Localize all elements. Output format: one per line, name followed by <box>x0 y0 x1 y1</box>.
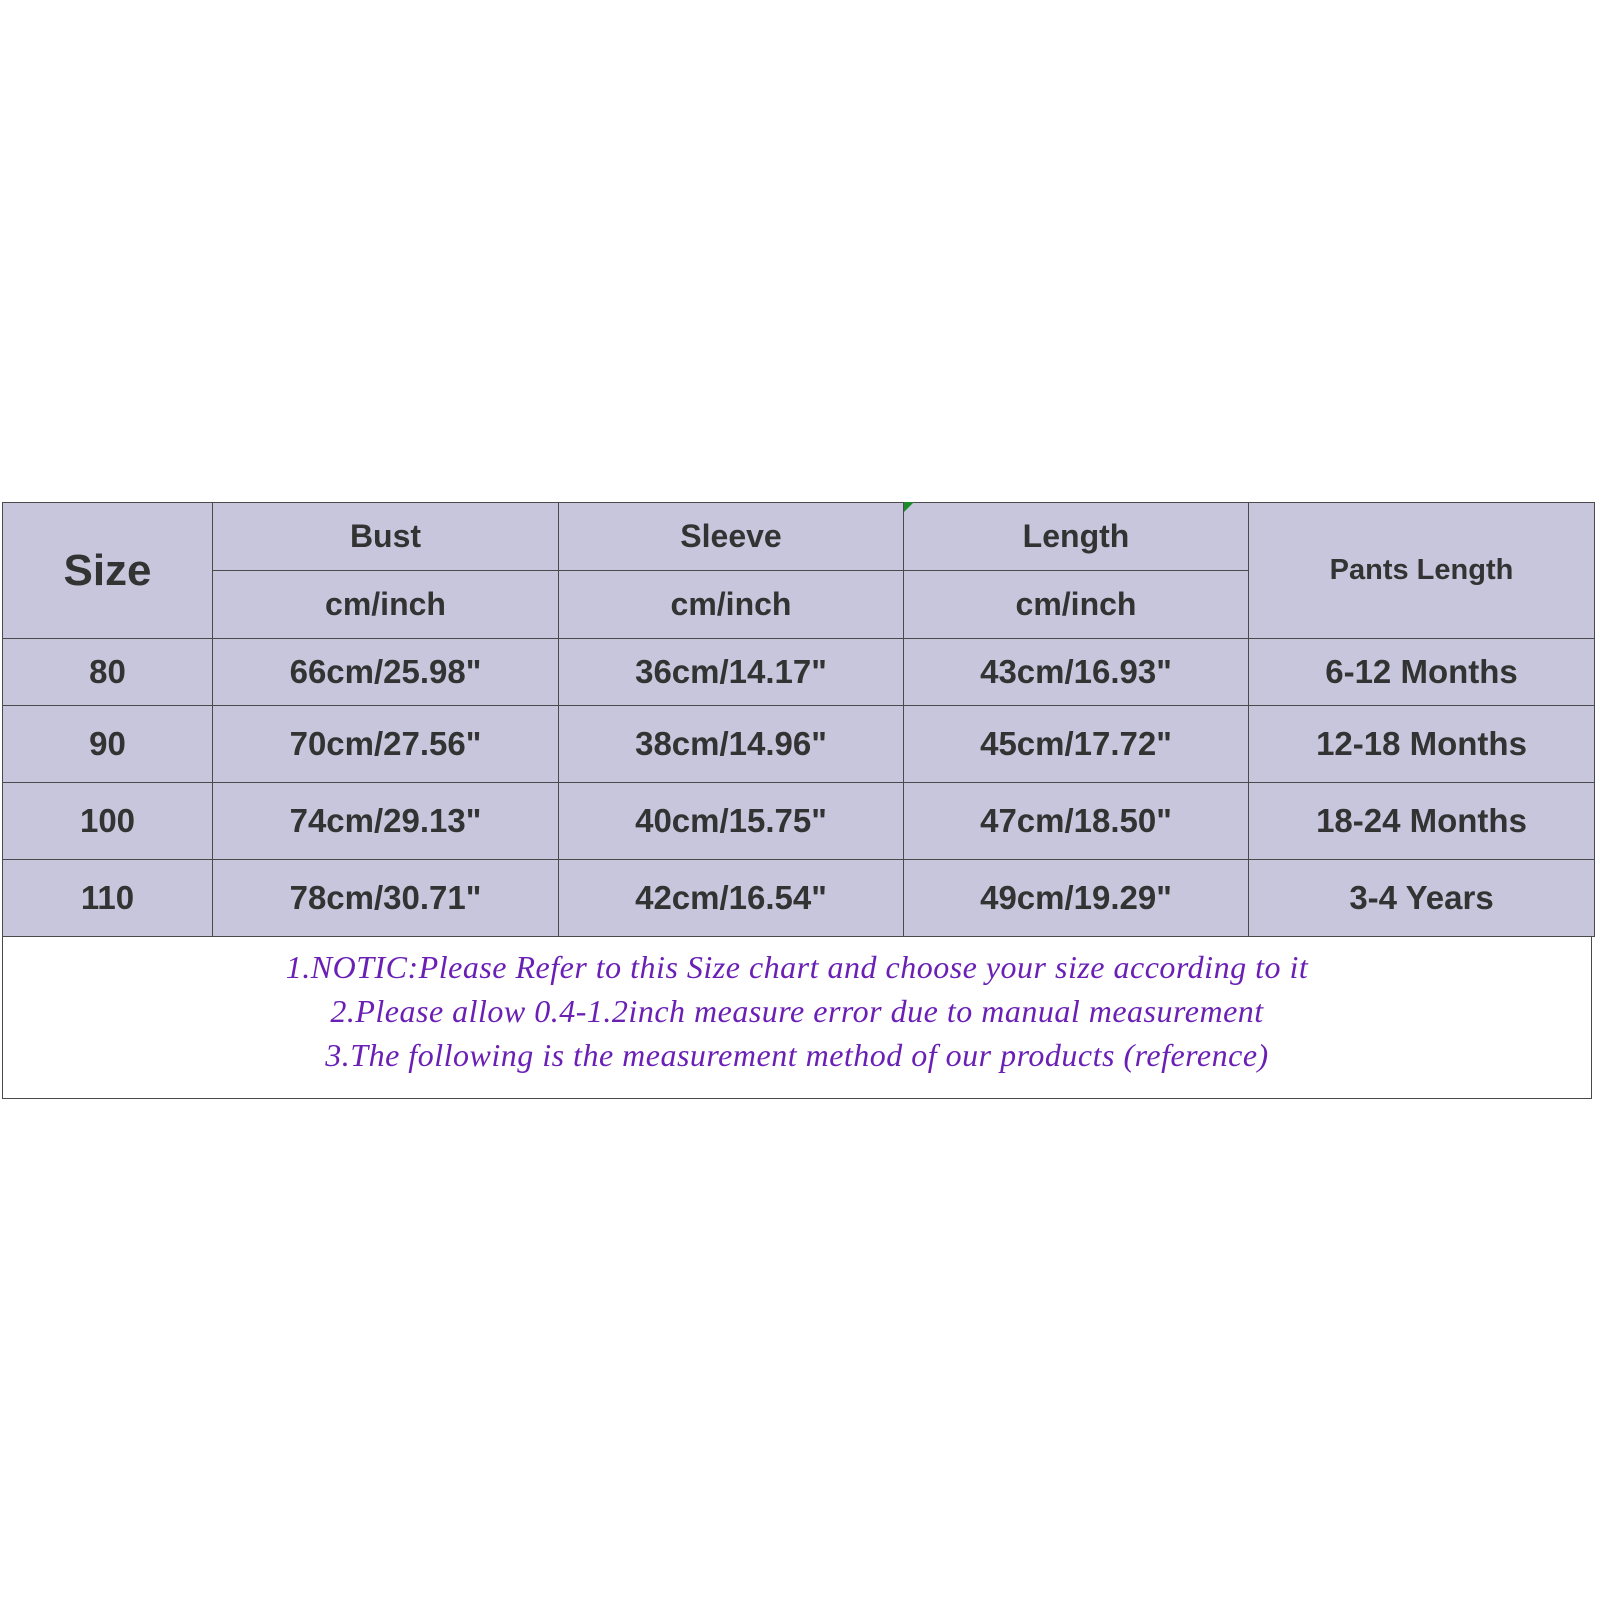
size-table <box>2 502 1595 937</box>
bust-header: Bust <box>213 503 559 571</box>
pants-cell: 3-4 Years <box>1249 860 1595 937</box>
sleeve-cell: 40cm/15.75" <box>559 783 904 860</box>
pants-cell: 6-12 Months <box>1249 639 1595 706</box>
length-cell: 47cm/18.50" <box>904 783 1249 860</box>
note-line: 3.The following is the measurement method of our products (reference) <box>325 1037 1269 1073</box>
pants-cell: 12-18 Months <box>1249 706 1595 783</box>
length-cell: 49cm/19.29" <box>904 860 1249 937</box>
size-cell: 80 <box>3 639 213 706</box>
bust-unit: cm/inch <box>213 571 559 639</box>
length-unit: cm/inch <box>904 571 1249 639</box>
header-row <box>3 503 1595 571</box>
pants-length-header: Pants Length <box>1249 503 1595 639</box>
sleeve-header: Sleeve <box>559 503 904 571</box>
length-cell: 43cm/16.93" <box>904 639 1249 706</box>
size-header: Size <box>3 503 213 639</box>
size-cell: 110 <box>3 860 213 937</box>
note-line: 1.NOTIC:Please Refer to this Size chart and choose your size according to it <box>285 949 1309 985</box>
table-row <box>3 783 1595 860</box>
table-row <box>3 860 1595 937</box>
table-row <box>3 706 1595 783</box>
length-header: Length <box>904 503 1249 571</box>
notes-box <box>2 937 1592 1099</box>
size-cell: 90 <box>3 706 213 783</box>
sleeve-unit: cm/inch <box>559 571 904 639</box>
cell-comment-marker <box>904 502 914 512</box>
bust-cell: 74cm/29.13" <box>213 783 559 860</box>
size-cell: 100 <box>3 783 213 860</box>
sleeve-cell: 42cm/16.54" <box>559 860 904 937</box>
note-line: 2.Please allow 0.4-1.2inch measure error due to manual measurement <box>330 993 1264 1029</box>
size-chart <box>2 502 1594 1099</box>
bust-cell: 78cm/30.71" <box>213 860 559 937</box>
sleeve-cell: 38cm/14.96" <box>559 706 904 783</box>
bust-cell: 66cm/25.98" <box>213 639 559 706</box>
length-cell: 45cm/17.72" <box>904 706 1249 783</box>
bust-cell: 70cm/27.56" <box>213 706 559 783</box>
pants-cell: 18-24 Months <box>1249 783 1595 860</box>
table-row <box>3 639 1595 706</box>
sleeve-cell: 36cm/14.17" <box>559 639 904 706</box>
